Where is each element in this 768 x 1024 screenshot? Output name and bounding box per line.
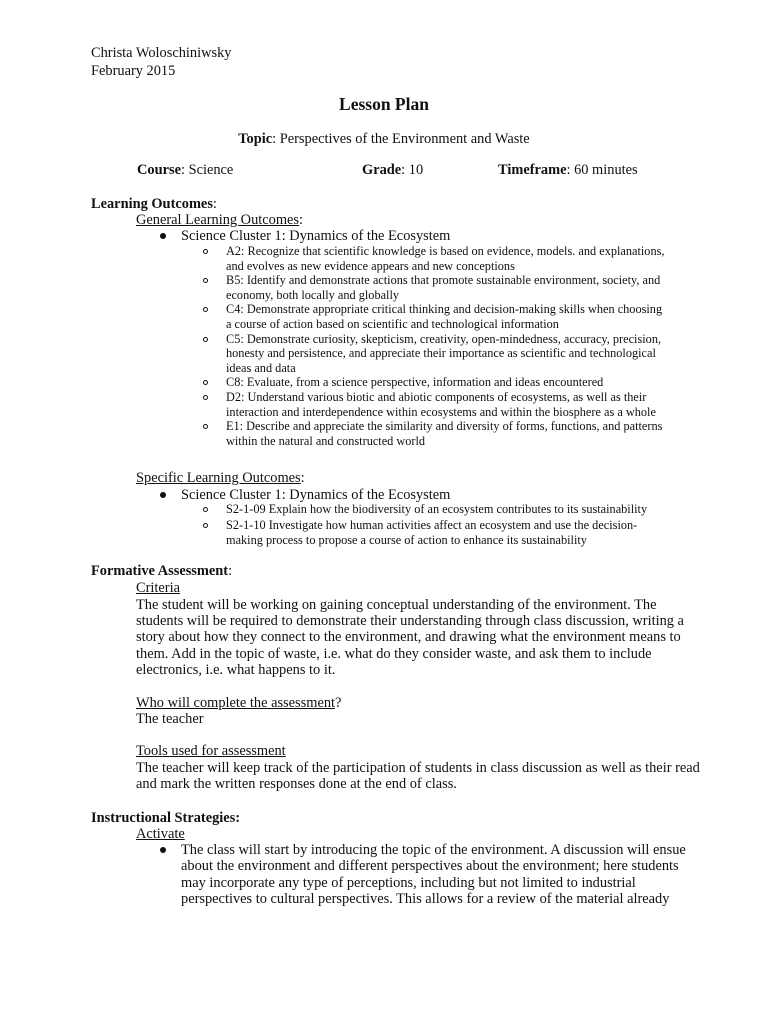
specific-outcomes-colon: : [300,470,305,486]
activate-line: The class will start by introducing the topic of the environment. A discussion will ensue [181,842,686,858]
bullet-icon [160,847,166,853]
activate-line: about the environment and different perspectives about the environment; here students [181,858,679,875]
general-outcome-line: C5: Demonstrate curiosity, skepticism, creativity, open-mindedness, accuracy, precision, [226,331,662,346]
formative-assessment-colon: : [228,563,233,579]
page-title: Lesson Plan [339,94,429,114]
learning-outcomes-heading [91,196,217,212]
general-outcome-line: within the natural and constructed world [226,433,426,448]
author-name: Christa Woloschiniwsky [91,45,232,61]
general-outcome-line: D2: Understand various biotic and abiotic components of ecosystems, as well as their [226,390,647,404]
formative-assessment-heading [91,563,232,579]
document-date: February 2015 [91,63,176,79]
general-outcome-line: honesty and persistence, and appreciate their importance as scientific and technological [226,346,656,361]
specific-outcomes-heading [136,470,305,486]
specific-outcome-line: making process to propose a course of action to enhance its sustainability [226,533,587,547]
activate-heading: Activate [136,826,185,842]
general-outcome-line: a course of action based on scientific and technological information [226,317,559,331]
criteria-line: students will be required to demonstrate their understanding through class discussion, writing a [136,613,684,630]
criteria-line: them. Add in the topic of waste, i.e. what do they consider waste, and ask them to include [136,645,652,662]
general-outcome-line: A2: Recognize that scientific knowledge is based on evidence, models. and explanations, [226,244,665,258]
activate-line: may incorporate any type of perceptions, including but not limited to industrial [181,874,636,891]
topic-line [0,131,768,147]
general-outcomes-heading-text: General Learning Outcomes [136,212,300,228]
criteria-line: electronics, i.e. what happens to it. [136,661,336,678]
criteria-line: The student will be working on gaining conceptual understanding of the environment. The [136,597,657,613]
general-outcome-line: C8: Evaluate, from a science perspective, information and ideas encountered [226,375,604,390]
general-outcome-line: and evolves as new evidence appears and new conceptions [226,258,515,273]
general-outcomes-heading [136,212,303,228]
general-outcome-line: interaction and interdependence within ecosystems and within the biosphere as a whole [226,404,656,419]
topic-value: : Perspectives of the Environment and Waste [272,131,530,147]
circle-bullet-icon [203,523,208,528]
grade-value: : 10 [401,162,424,178]
instructional-strategies-heading: Instructional Strategies: [91,810,241,826]
learning-outcomes-heading-text: Learning Outcomes [91,196,213,212]
who-heading-text: Who will complete the assessment [136,695,336,711]
who-question-mark: ? [335,695,342,711]
general-cluster: Science Cluster 1: Dynamics of the Ecosystem [181,228,451,244]
general-outcome-line: E1: Describe and appreciate the similarity and diversity of forms, functions, and patterns [226,419,663,434]
course-label: Course [137,162,181,178]
bullet-icon [160,492,166,498]
specific-outcome-line: S2-1-09 Explain how the biodiversity of an ecosystem contributes to its sustainability [226,502,648,516]
who-heading [136,695,341,711]
general-outcome-line: economy, both locally and globally [226,287,400,302]
circle-bullet-icon [203,395,208,400]
timeframe-value: : 60 minutes [566,162,638,178]
tools-line: The teacher will keep track of the participation of students in class discussion as well as their read [136,760,700,776]
general-outcome-line: ideas and data [226,360,296,375]
criteria-line: story about how they connect to the environment, and drawing what the environment means to [136,629,681,646]
circle-bullet-icon [203,424,208,429]
circle-bullet-icon [203,380,208,385]
course-field [137,162,233,178]
general-outcomes-colon: : [299,212,304,228]
criteria-heading: Criteria [136,580,180,596]
circle-bullet-icon [203,337,208,342]
grade-field [362,162,423,178]
circle-bullet-icon [203,278,208,283]
specific-outcomes-heading-text: Specific Learning Outcomes [136,470,301,486]
general-outcome-line: B5: Identify and demonstrate actions that promote sustainable environment, society, and [226,273,661,288]
circle-bullet-icon [203,249,208,254]
course-value: : Science [180,162,234,178]
general-outcome-line: C4: Demonstrate appropriate critical thinking and decision-making skills when choosing [226,302,663,317]
circle-bullet-icon [203,507,208,512]
grade-label: Grade [362,162,402,178]
tools-line: and mark the written responses done at the end of class. [136,776,457,793]
timeframe-label: Timeframe [498,162,567,178]
formative-assessment-heading-text: Formative Assessment [91,563,229,579]
who-answer: The teacher [136,711,204,727]
learning-outcomes-colon: : [212,196,217,212]
topic-label: Topic [238,131,273,147]
activate-line: perspectives to cultural perspectives. This allows for a review of the material already [181,890,670,907]
timeframe-field [498,162,638,178]
specific-cluster: Science Cluster 1: Dynamics of the Ecosystem [181,487,451,503]
specific-outcome-line: S2-1-10 Investigate how human activities affect an ecosystem and use the decision- [226,517,638,532]
tools-heading: Tools used for assessment [136,743,286,759]
circle-bullet-icon [203,307,208,312]
bullet-icon [160,233,166,239]
